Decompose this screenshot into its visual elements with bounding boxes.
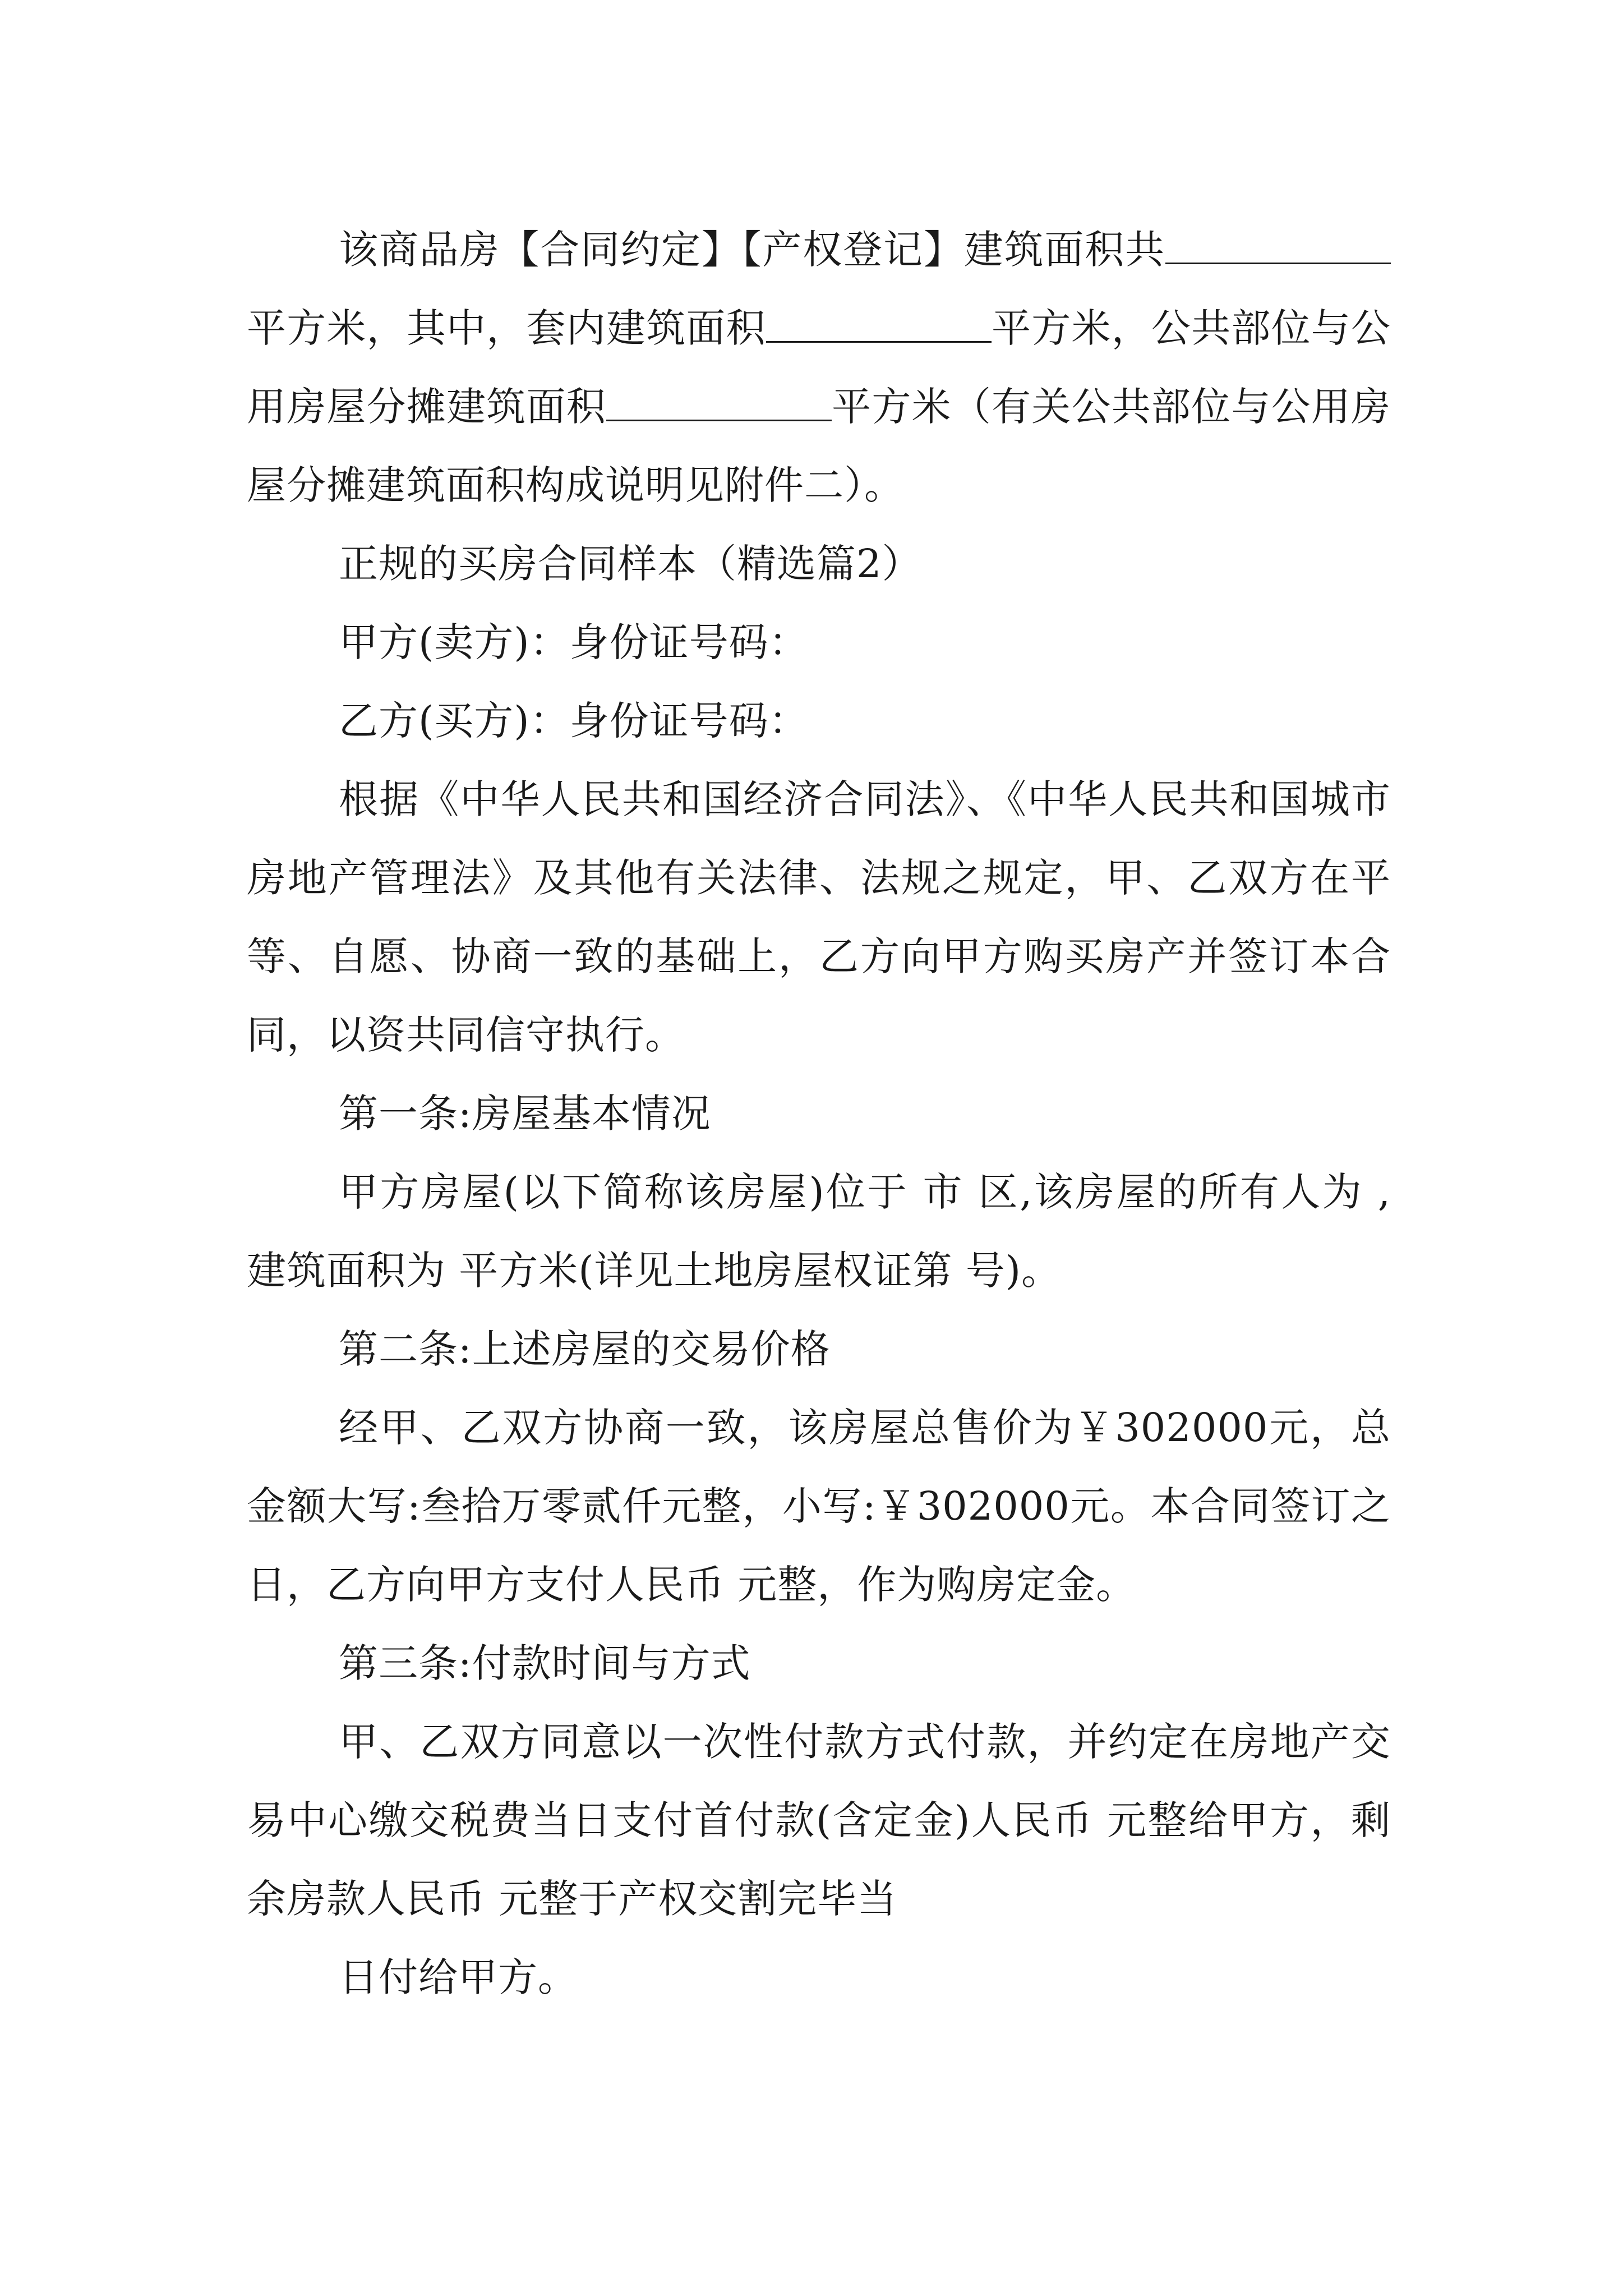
paragraph-area	[247, 210, 1391, 524]
article-3-continuation: 日付给甲方。	[339, 1954, 578, 2000]
article-2-heading: 第二条:上述房屋的交易价格	[339, 1326, 831, 1372]
area-text-2: 平方米，其中，套内建筑面积	[247, 305, 766, 351]
article-3-heading: 第三条:付款时间与方式	[339, 1640, 751, 1686]
document-body	[247, 210, 1391, 2017]
preamble-paragraph: 根据《中华人民共和国经济合同法》、《中华人民共和国城市房地产管理法》及其他有关法律、法规之规定，甲、乙双方在平等、自愿、协商一致的基础上，乙方向甲方购买房产并签订本合同，以资共同信守执行。	[247, 776, 1391, 1058]
area-text-1: 该商品房【合同约定】【产权登记】建筑面积共	[339, 227, 1165, 273]
party-a-line: 甲方(卖方)：身份证号码：	[339, 619, 809, 665]
blank-shared-area	[606, 380, 832, 421]
section-title: 正规的买房合同样本（精选篇2）	[339, 541, 922, 587]
article-3-body: 甲、乙双方同意以一次性付款方式付款，并约定在房地产交易中心缴交税费当日支付首付款(含定金)人民币 元整给甲方，剩余房款人民币 元整于产权交割完毕当	[247, 1719, 1391, 1922]
blank-total-area	[1165, 223, 1391, 264]
area-text-4: 平方米（有关公共部位与公用房屋分摊建筑面积构成说明见附件二）。	[247, 384, 1391, 508]
article-1-heading: 第一条:房屋基本情况	[339, 1091, 711, 1137]
article-2-body: 经甲、乙双方协商一致，该房屋总售价为￥302000元，总金额大写:叁拾万零贰仟元整，小写:￥302000元。本合同签订之日，乙方向甲方支付人民币 元整，作为购房定金。	[247, 1405, 1391, 1608]
blank-inner-area	[766, 302, 992, 343]
article-1-body: 甲方房屋(以下简称该房屋)位于 市 区,该房屋的所有人为 ,建筑面积为 平方米(详见土地房屋权证第 号)。	[247, 1169, 1391, 1294]
party-b-line: 乙方(买方)：身份证号码：	[339, 698, 809, 744]
area-text-3: 平方米，公共部位与公用房屋分摊建筑面积	[247, 305, 1391, 430]
